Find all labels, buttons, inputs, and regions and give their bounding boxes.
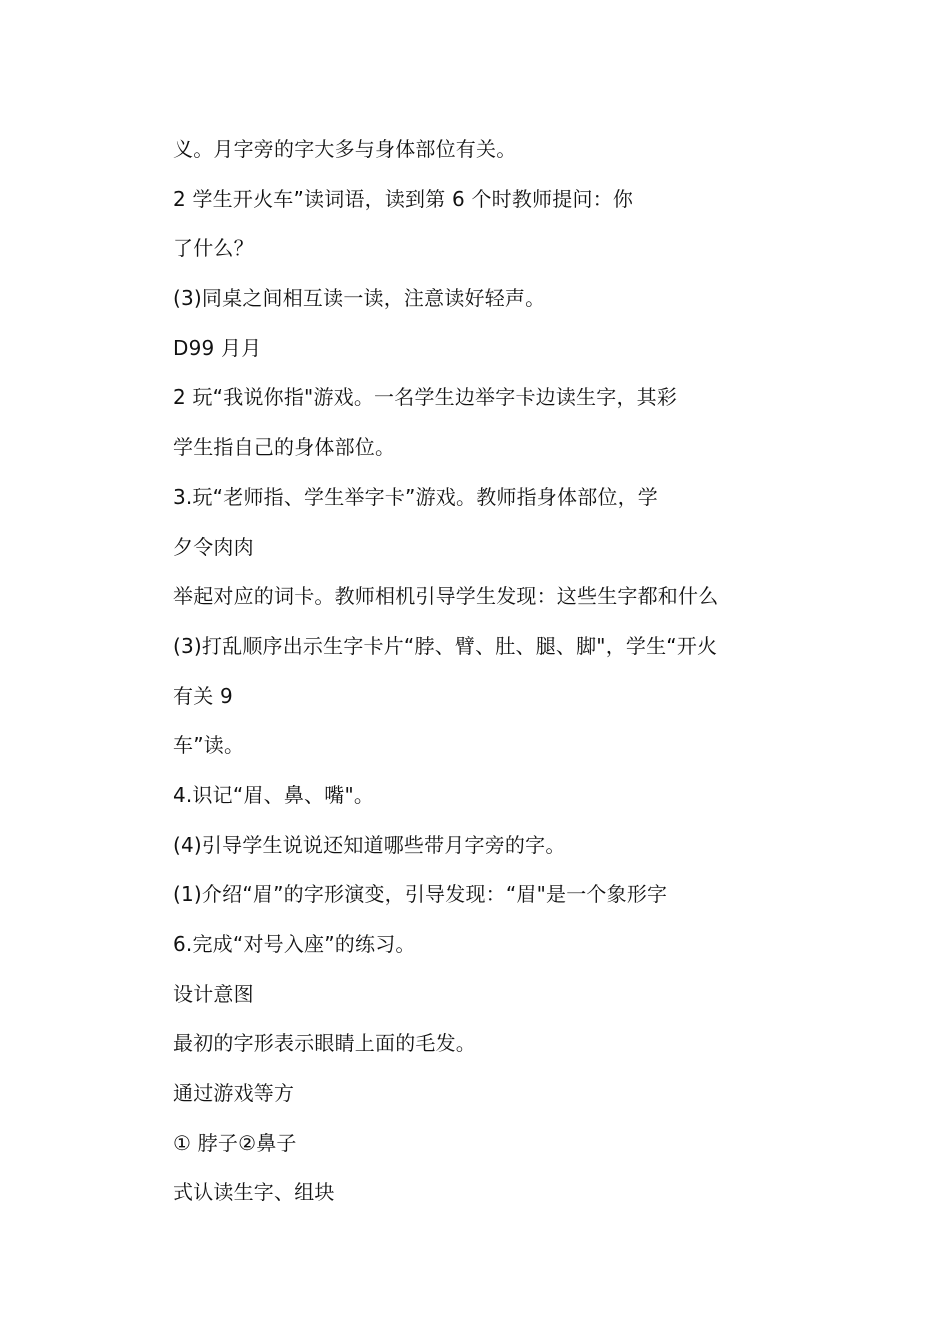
text-line: 最初的字形表示眼睛上面的毛发。 — [173, 1031, 476, 1056]
text-line: 4.识记“眉、鼻、嘴"。 — [173, 782, 375, 807]
section-heading: 设计意图 — [173, 981, 254, 1006]
text-line: 学生指自己的身体部位。 — [173, 435, 396, 460]
text-line: (4)引导学生说说还知道哪些带月字旁的字。 — [173, 832, 566, 857]
text-line: 有关 9 — [173, 683, 233, 708]
text-line: 2 学生开火车”读词语，读到第 6 个时教师提问：你 — [173, 186, 634, 211]
text-line: ① 脖子②鼻子 — [173, 1130, 297, 1155]
text-line: D99 月月 — [173, 335, 262, 360]
text-line: 车”读。 — [173, 733, 245, 758]
document-body — [173, 131, 913, 1224]
text-line: (1)介绍“眉”的字形演变，引导发现：“眉"是一个象形字 — [173, 882, 668, 907]
text-line: 举起对应的词卡。教师相机引导学生发现：这些生字都和什么 — [173, 584, 719, 609]
text-line: 义。月字旁的字大多与身体部位有关。 — [173, 137, 517, 161]
text-line: 了什么？ — [173, 236, 254, 261]
text-line: 3.玩“老师指、学生举字卡”游戏。教师指身体部位，学 — [173, 484, 659, 509]
text-line: 2 玩“我说你指"游戏。一名学生边举字卡边读生字，其彩 — [173, 385, 678, 410]
text-line: (3)同桌之间相互读一读，注意读好轻声。 — [173, 286, 546, 311]
text-line: 式认读生字、组块 — [173, 1180, 335, 1205]
text-line: (3)打乱顺序出示生字卡片“脖、臂、肚、腿、脚"，学生“开火 — [173, 633, 718, 658]
text-line: 6.完成“对号入座”的练习。 — [173, 932, 416, 956]
text-line: 夕令肉肉 — [173, 534, 254, 559]
text-line: 通过游戏等方 — [173, 1081, 295, 1106]
